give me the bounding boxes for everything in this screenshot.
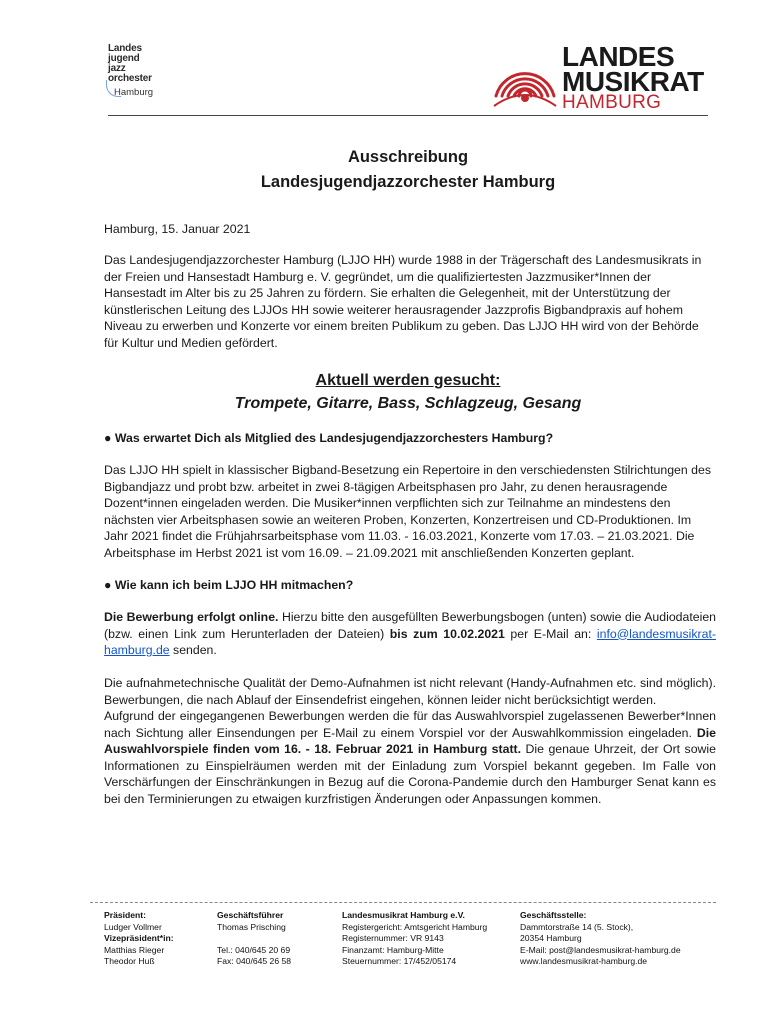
footer-line: 20354 Hamburg [520,933,582,944]
footer-heading: Geschäftsführer [217,910,284,920]
footer-spacer [217,933,291,945]
document-subtitle: Landesjugendjazzorchester Hamburg [260,173,556,191]
audition-dates: Die Auswahlvorspiele finden vom 16. - 18. Februar 2021 in Hamburg statt. [104,725,716,756]
application-paragraph [104,609,716,659]
audition-text [104,708,716,807]
landesmusikrat-logo [490,41,710,113]
footer-email[interactable]: E-Mail: post@landesmusikrat-hamburg.de [520,944,681,955]
footer-line: Theodor Huß [104,956,155,967]
ljjo-logo [108,44,188,98]
footer-line: Dammtorstraße 14 (5. Stock), [520,921,634,932]
application-text-2: per E-Mail an: [504,626,597,641]
footer-line: Registergericht: Amtsgericht Hamburg [342,921,488,932]
footer-line: Finanzamt: Hamburg-Mitte [342,944,444,955]
ljjo-logo-city: Hamburg [114,87,154,98]
quality-note: Die aufnahmetechnische Qualität der Demo-Aufnahmen ist nicht relevant (Handy-Aufnahmen etc. sind möglich). Bewerbungen, die nach Ablauf der Einsendefrist eingehen, können leider nicht berücksichtigt werden. [104,676,716,707]
intro-paragraph: Das Landesjugendjazzorchester Hamburg (LJJO HH) wurde 1988 in der Trägerschaft des Landesmusikrats in der Freien und Hansestadt Hamburg e. V. gegründet, um die qualifiziertesten Jazzmusiker*Innen der Hansestadt im Alter bis zu 25 Jahren zu fördern. Sie erhalten die Gelegenheit, mit der Unterstützung der künstlerischen Leitung des LJJOs HH sowie weiterer herausragender Jazzprofis Bigbandpraxis auf hohem Niveau zu erwerben und Konzerte vor einem breiten Publikum zu geben. Das LJJO HH wird von der Behörde für Kultur und Medien gefördert. [104,253,702,350]
sound-waves-icon [490,44,560,108]
lmr-line-1: LANDES [562,41,675,72]
date-line: Hamburg, 15. Januar 2021 [104,222,251,236]
footer-line: Ludger Vollmer [104,921,162,932]
header-divider [108,115,708,116]
footer-president [104,910,174,968]
audition-paragraphs [104,675,716,807]
application-text: Hierzu bitte den ausgefüllten Bewerbungsbogen (unten) sowie die Audiodateien (bzw. einen Link zum Herunterladen der Dateien) [104,610,716,641]
ljjo-logo-line: Landes [108,43,142,54]
footer-line: Matthias Rieger [104,944,165,955]
footer-heading: Präsident: [104,910,147,920]
footer-line: Fax: 040/645 26 58 [217,956,292,967]
online-application-note: Die Bewerbung erfolgt online. [104,610,279,624]
footer-heading: Landesmusikrat Hamburg e.V. [342,910,465,920]
footer-line: Steuernummer: 17/452/05174 [342,956,457,967]
ljjo-logo-line: jugend [108,53,140,64]
footer-heading: Geschäftsstelle: [520,910,587,920]
footer-website[interactable]: www.landesmusikrat-hamburg.de [520,956,648,967]
footer-heading: Vizepräsident*in: [104,933,174,944]
lmr-line-3: HAMBURG [562,92,662,113]
section-question-expectations: ● Was erwartet Dich als Mitglied des Landesjugendjazzorchesters Hamburg? [104,431,554,445]
deadline: bis zum 10.02.2021 [389,626,505,641]
footer-organization [342,910,487,968]
swoosh-icon [106,80,121,97]
audition-details: Die genaue Uhrzeit, der Ort sowie Informationen zu Einspielräumen werden mit der Einladung zum Vorspiel bekannt gegeben. Im Falle von Verschärfungen der Einschränkungen in Bezug auf die Corona-Pandemie durch den Hamburger Senat kann es bei den Terminierungen zu etwaigen kurzfristigen Änderungen oder Anpassungen kommen. [104,742,716,806]
footer-office [520,910,681,968]
footer-divider [90,902,716,903]
application-end: senden. [169,643,217,657]
section-question-application: ● Wie kann ich beim LJJO HH mitmachen? [104,578,354,592]
footer-line: Tel.: 040/645 20 69 [217,944,291,955]
expectations-paragraph: Das LJJO HH spielt in klassischer Bigband-Besetzung ein Repertoire in den verschiedensten Stilrichtungen des Bigbandjazz und probt bzw. arbeitet in zwei 8-tägigen Arbeitsphasen pro Jahr, zu denen herausragende Dozent*innen eingeladen werden. Die Musiker*innen verpflichten sich zur Teilnahme an mindestens den nächsten vier Arbeitsphasen sowie an weiteren Proben, Konzerten, Konzertreisen und CD-Produktionen. Im Jahr 2021 findet die Frühjahrsarbeitsphase vom 11.03. - 16.03.2021, Konzerte vom 17.03. – 21.03.2021. Die Arbeitsphase im Herbst 2021 ist vom 16.09. – 21.09.2021 mit anschließenden Konzerten geplant. [104,463,711,560]
lmr-line-2: MUSIKRAT [562,66,704,97]
document-title: Ausschreibung [347,148,469,166]
footer-line: Thomas Prisching [217,921,286,932]
landesmusikrat-wordmark [562,41,704,113]
audition-intro: Aufgrund der eingegangenen Bewerbungen werden die für das Auswahlvorspiel zugelassenen Bewerber*Innen nach Sichtung aller Einsendungen per E-Mail zu einem Vorspiel vor der Auswahlkommission eingeladen. [104,709,716,740]
sought-heading: Aktuell werden gesucht: [315,372,501,389]
footer-management [217,910,291,968]
ljjo-logo-line: jazz [108,63,126,74]
ljjo-logo-line: orchester [108,73,152,84]
email-link[interactable]: info@landesmusikrat-hamburg.de [104,626,716,657]
sought-instruments: Trompete, Gitarre, Bass, Schlagzeug, Gesang [234,395,582,412]
footer-line: Registernummer: VR 9143 [342,933,444,944]
